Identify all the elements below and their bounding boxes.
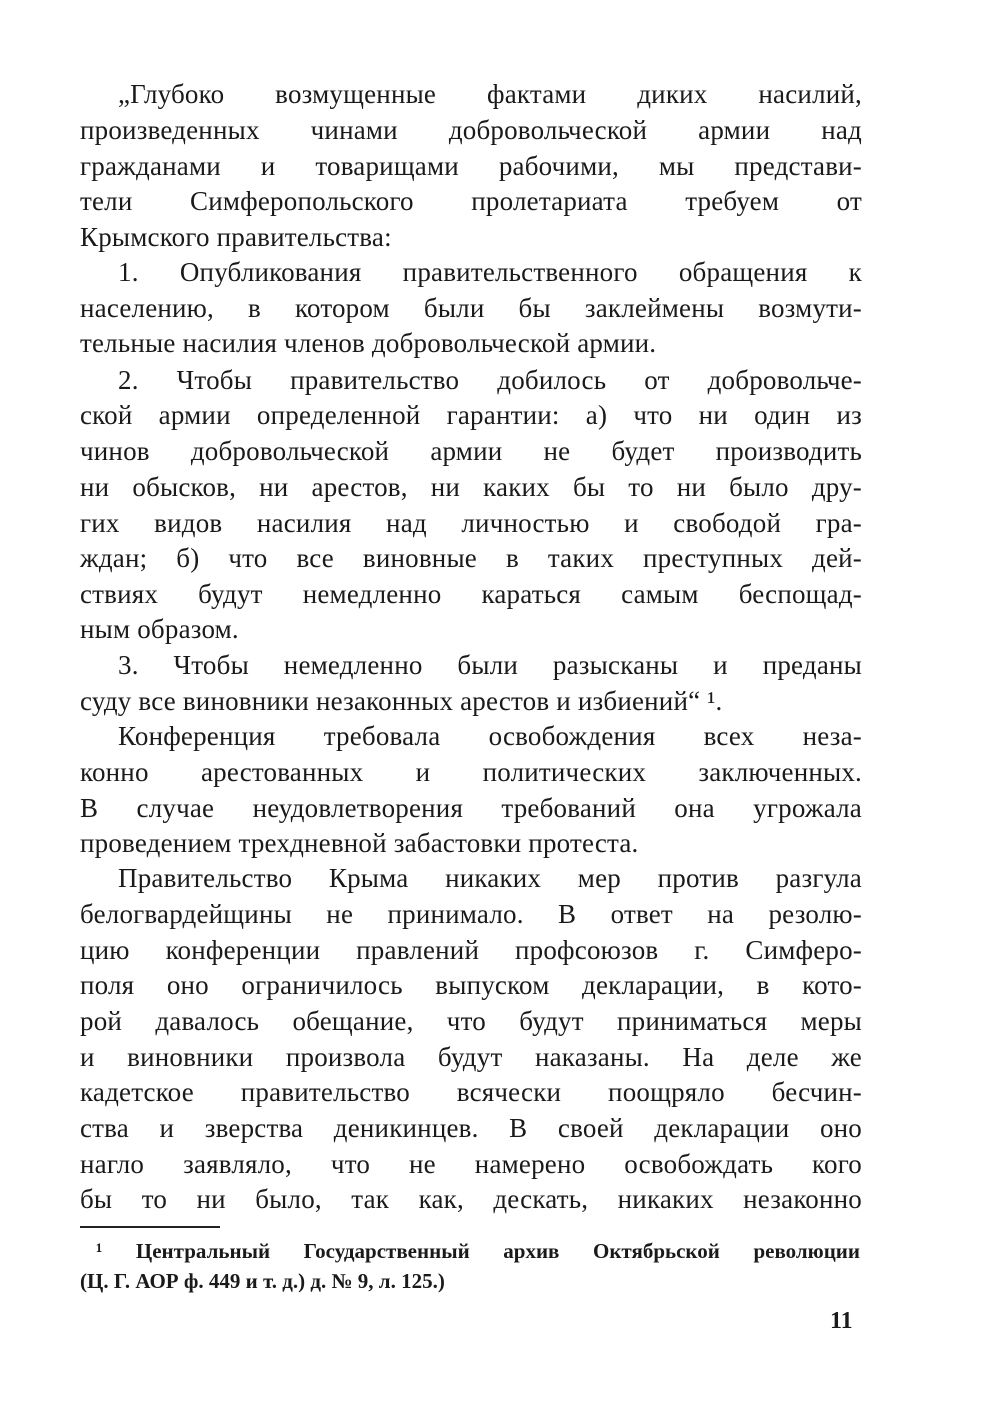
text-line: поля оно ограничилось выпуском декларации, в кото-	[80, 970, 862, 1000]
text-line: нагло заявляло, что не намерено освобождать кого	[80, 1149, 862, 1179]
paragraph-start: Конференция требовала освобождения всех неза-	[118, 721, 862, 751]
text-line: В случае неудовлетворения требований она угрожала	[80, 793, 862, 823]
text-line: проведением трехдневной забастовки протеста.	[80, 828, 639, 858]
list-item-2: 2. Чтобы правительство добилось от добровольче-	[118, 365, 862, 395]
text-line: гражданами и товарищами рабочими, мы представи-	[80, 151, 862, 181]
text-line: ства и зверства деникинцев. В своей декларации оно	[80, 1113, 862, 1143]
text-line: произведенных чинами добровольческой армии над	[80, 115, 862, 145]
footnote-line: ¹ Центральный Государственный архив Октябрьской революции	[96, 1239, 860, 1263]
text-line: рой давалось обещание, что будут приниматься меры	[80, 1006, 862, 1036]
text-line: конно арестованных и политических заключенных.	[80, 757, 862, 787]
text-line: и виновники произвола будут наказаны. На деле же	[80, 1042, 862, 1072]
text-line: „Глубоко возмущенные фактами диких насилий,	[118, 79, 862, 109]
text-line: тельные насилия членов добровольческой армии.	[80, 328, 657, 358]
text-line: гих видов насилия над личностью и свободой гра-	[80, 508, 862, 538]
text-line: тели Симферопольского пролетариата требуем от	[80, 186, 862, 216]
footnote-line: (Ц. Г. АОР ф. 449 и т. д.) д. № 9, л. 125.)	[80, 1269, 445, 1293]
text-line: суду все виновники незаконных арестов и избиений“ ¹.	[80, 686, 723, 716]
paragraph-start: Правительство Крыма никаких мер против разгула	[118, 863, 862, 893]
list-item-3: 3. Чтобы немедленно были разысканы и преданы	[118, 650, 862, 680]
text-line: ни обысков, ни арестов, ни каких бы то ни было дру-	[80, 472, 862, 502]
text-line: бы то ни было, так как, дескать, никаких незаконно	[80, 1184, 862, 1214]
text-line: ным образом.	[80, 614, 239, 644]
list-item-1: 1. Опубликования правительственного обращения к	[118, 257, 862, 287]
text-line: населению, в котором были бы заклеймены возмути-	[80, 293, 862, 323]
text-line: белогвардейщины не принимало. В ответ на резолю-	[80, 899, 862, 929]
text-line: ствиях будут немедленно караться самым беспощад-	[80, 579, 862, 609]
footnote-divider	[80, 1226, 220, 1228]
text-line: ской армии определенной гарантии: а) что ни один из	[80, 400, 862, 430]
text-line: ждан; б) что все виновные в таких преступных дей-	[80, 543, 862, 573]
text-line: чинов добровольческой армии не будет производить	[80, 436, 862, 466]
text-line: кадетское правительство всячески поощряло бесчин-	[80, 1077, 862, 1107]
text-line: цию конференции правлений профсоюзов г. Симферо-	[80, 935, 862, 965]
text-line: Крымского правительства:	[80, 222, 392, 252]
page-number: 11	[830, 1308, 853, 1334]
